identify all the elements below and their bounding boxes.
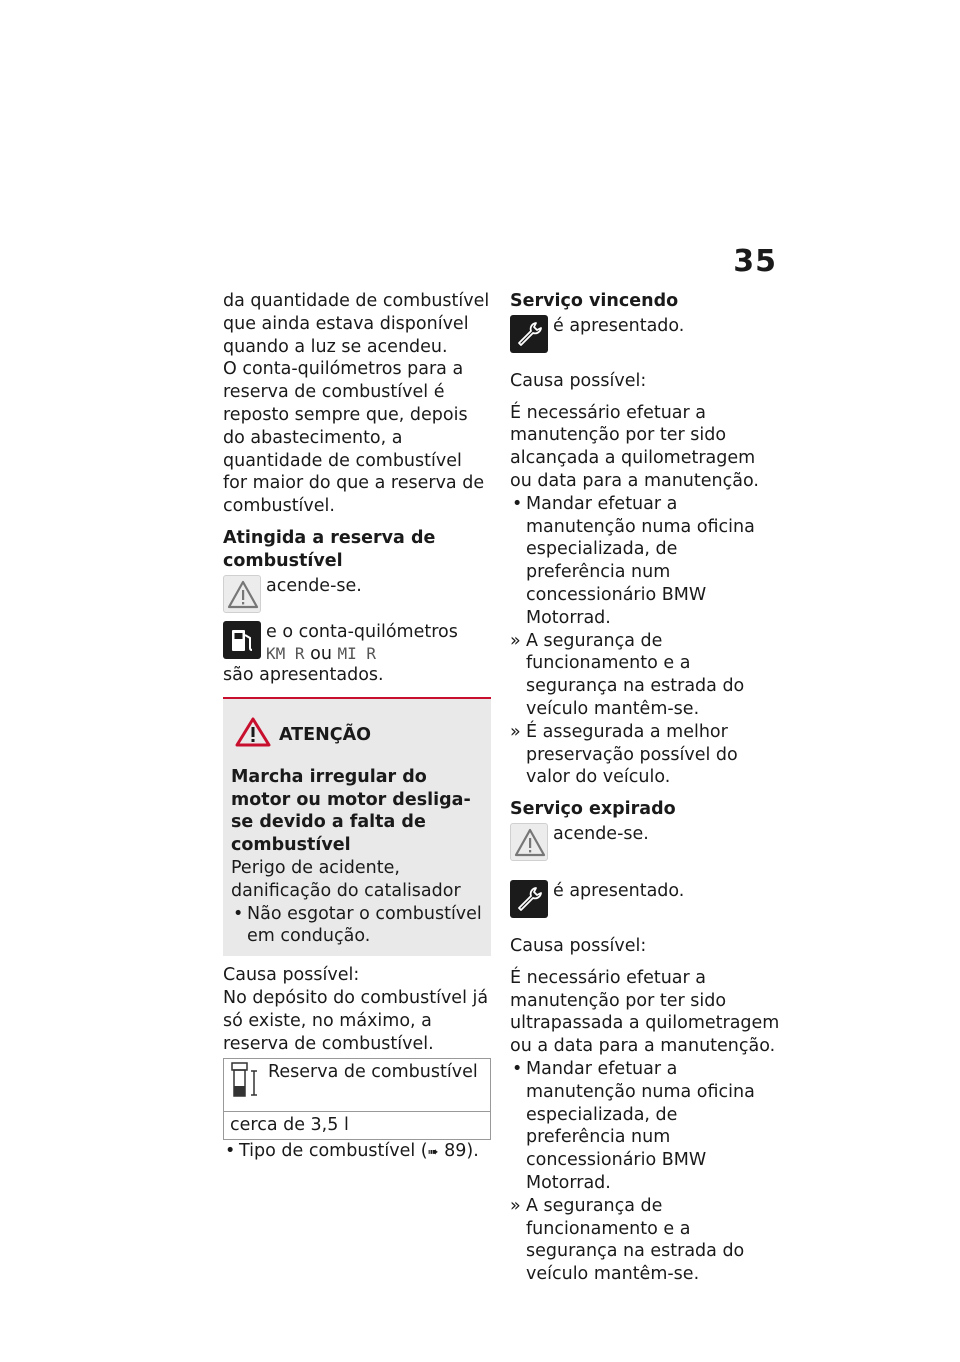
or-text: ou	[310, 644, 332, 665]
warning-title: ATENÇÃO	[279, 724, 371, 745]
page-link[interactable]: 89	[444, 1141, 467, 1162]
warning-light-row	[223, 575, 491, 615]
fuel-type-bullet: • Tipo de combustível (➠ 89).	[223, 1140, 491, 1165]
section-heading-service-expired: Serviço expirado	[510, 799, 676, 820]
table-header: Reserva de combustível	[268, 1062, 478, 1083]
icon-text-b: são apresentados.	[223, 665, 384, 686]
cause-text: É necessário efetuar a manutenção por ter sido alcançada a quilometragem ou data para a manutenção.	[510, 402, 759, 491]
fuel-pump-icon	[223, 621, 261, 659]
result-item: » É assegurada a melhor preservação possível do valor do veículo.	[510, 721, 780, 789]
cause-text: No depósito do combustível já só existe, no máximo, a reserva de combustível.	[223, 987, 489, 1054]
icon-text: acende-se.	[553, 823, 649, 844]
fuel-tank-icon	[230, 1061, 260, 1106]
icon-text: é apresentado.	[553, 315, 685, 336]
wrench-icon	[510, 315, 548, 353]
section-heading-reserve: Atingida a reserva de combustível	[223, 527, 436, 571]
warning-bullet: • Não esgotar o combustível em condução.	[231, 903, 483, 949]
result-item: » A segurança de funcionamento e a segurança na estrada do veículo mantêm-se.	[510, 630, 780, 721]
section-heading-service-due: Serviço vincendo	[510, 291, 679, 311]
cause-label: Causa possível:	[223, 965, 360, 986]
fuel-light-row	[223, 621, 491, 667]
icon-text: é apresentado.	[553, 880, 685, 901]
warning-bold: Marcha irregular do motor ou motor desliga-se devido a falta de combustível	[231, 766, 471, 856]
icon-text: acende-se.	[266, 575, 362, 596]
display-mi-r: MI R	[337, 644, 377, 664]
service-icon-row	[510, 315, 780, 355]
warning-box	[223, 697, 491, 956]
warning-text: Perigo de acidente, danificação do catalisador	[231, 857, 461, 901]
cause-label: Causa possível:	[510, 370, 647, 391]
arrow-icon: ➠	[427, 1145, 439, 1161]
warning-light-row	[510, 823, 780, 863]
service-icon-row	[510, 880, 780, 920]
page-number: 35	[733, 244, 777, 279]
table-value: cerca de 3,5 l	[224, 1112, 491, 1140]
fuel-reserve-table	[223, 1058, 491, 1140]
left-column	[223, 290, 491, 1165]
intro-text: da quantidade de combustível que ainda estava disponível quando a luz se acendeu.	[223, 291, 490, 357]
action-bullet: • Mandar efetuar a manutenção numa oficina especializada, de preferência num concessionário BMW Motorrad.	[510, 493, 780, 630]
warning-icon	[235, 717, 271, 754]
action-bullet: • Mandar efetuar a manutenção numa oficina especializada, de preferência num concessionário BMW Motorrad.	[510, 1058, 780, 1195]
warning-triangle-icon	[510, 823, 548, 861]
cause-text: É necessário efetuar a manutenção por ter sido ultrapassada a quilometragem ou a data para a manutenção.	[510, 967, 780, 1057]
display-km-r: KM R	[266, 644, 305, 664]
result-item: » A segurança de funcionamento e a segurança na estrada do veículo mantêm-se.	[510, 1195, 780, 1286]
reset-text: O conta-quilómetros para a reserva de combustível é reposto sempre que, depois do abastecimento, a quantidade de combustível for maior do que a reserva de combustível.	[223, 359, 485, 517]
warning-triangle-icon	[223, 575, 261, 613]
icon-text-a: e o conta-quilómetros	[266, 621, 458, 642]
wrench-icon	[510, 880, 548, 918]
right-column	[510, 290, 780, 1286]
cause-label: Causa possível:	[510, 935, 647, 956]
